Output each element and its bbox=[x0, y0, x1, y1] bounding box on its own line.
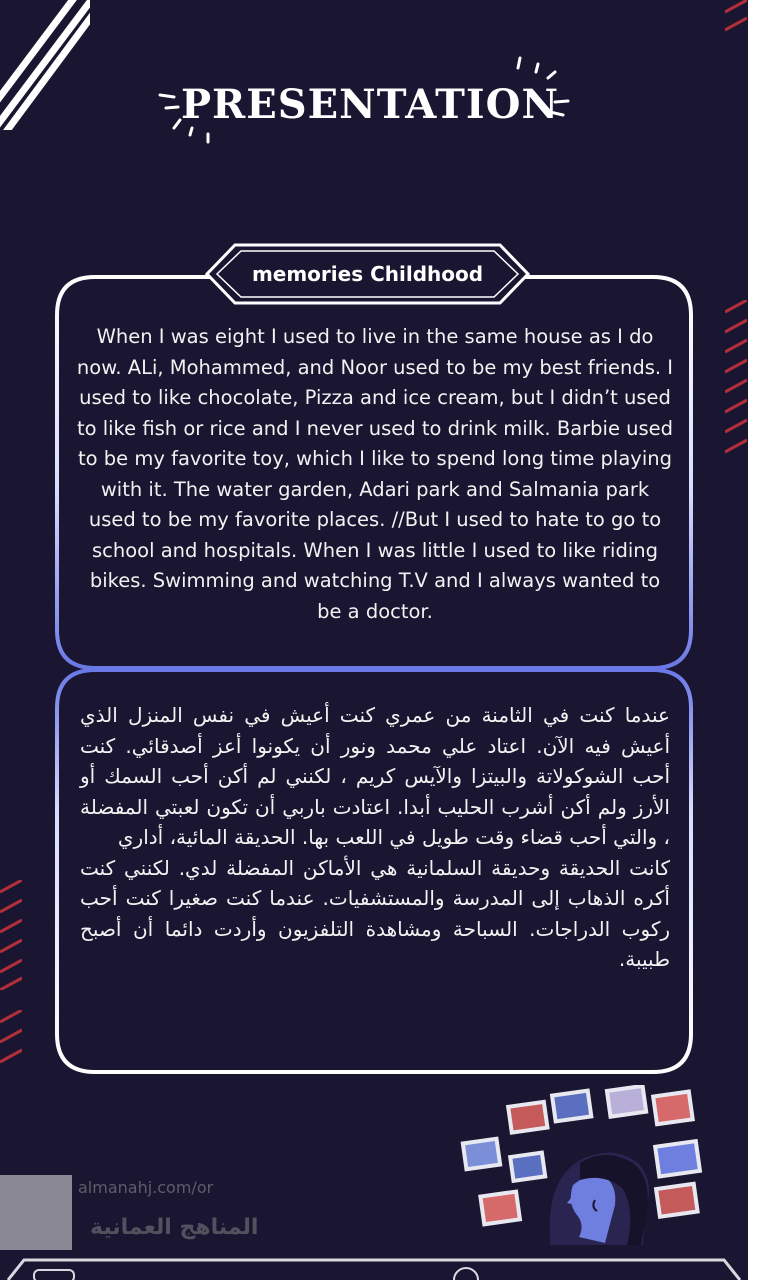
arabic-paragraph-part-1: عندما كنت في الثامنة من عمري كنت أعيش في نفس المنزل الذي أعيش فيه الآن. اعتاد علي محمد ونور أن يكونوا أعز أصدقائي. كنت أحب الشوكولاتة والبيتزا والآيس كريم ، لكنني لم أكن أحب السمك أو الأرز ولم أكن أشرب الحليب أبدا. اعتادت باربي أن تكون لعبتي المفضلة ، والتي أحب قضاء وقت طويل في اللعب بها. الحديقة المائية، أداري bbox=[80, 703, 670, 849]
watermark-url: almanahj.com/or bbox=[78, 1178, 214, 1197]
girl-memories-illustration bbox=[455, 1085, 710, 1245]
bottom-frame bbox=[0, 1252, 748, 1280]
page-title: PRESENTATION bbox=[180, 81, 560, 128]
arabic-paragraph-part-2: كانت الحديقة وحديقة السلمانية هي الأماكن المفضلة لدي. لكنني كنت أكره الذهاب إلى المدرسة والمستشفيات. عندما كنت صغيرا كنت أحب ركوب الدراجات. السباحة ومشاهدة التلفزيون وأردت دائما أن أصبح طبيبة. bbox=[80, 855, 670, 971]
section-heading: memories Childhood bbox=[251, 262, 484, 286]
right-margin bbox=[748, 0, 771, 1280]
left-edge-stripes-2 bbox=[0, 1010, 22, 1080]
left-edge-stripes bbox=[0, 880, 22, 990]
corner-stripes-decoration bbox=[0, 0, 90, 130]
arabic-paragraph bbox=[80, 700, 670, 975]
watermark-name: المناهج العمانية bbox=[90, 1215, 259, 1240]
english-paragraph: When I was eight I used to live in the same house as I do now. ALi, Mohammed, and Noor used to be my best friends. I used to like chocolate, Pizza and ice cream, but I didn’t used to like fish or rice and I never used to drink milk. Barbie used to be my favorite toy, which I like to spend long time playing with it. The water garden, Adari park and Salmania park used to be my favorite places. //But I used to hate to go to school and hospitals. When I was little I used to like riding bikes. Swimming and watching T.V and I always wanted to be a doctor. bbox=[76, 325, 674, 623]
watermark-logo bbox=[0, 1175, 72, 1250]
right-edge-stripes-2 bbox=[725, 300, 747, 460]
right-edge-stripes bbox=[725, 0, 747, 40]
